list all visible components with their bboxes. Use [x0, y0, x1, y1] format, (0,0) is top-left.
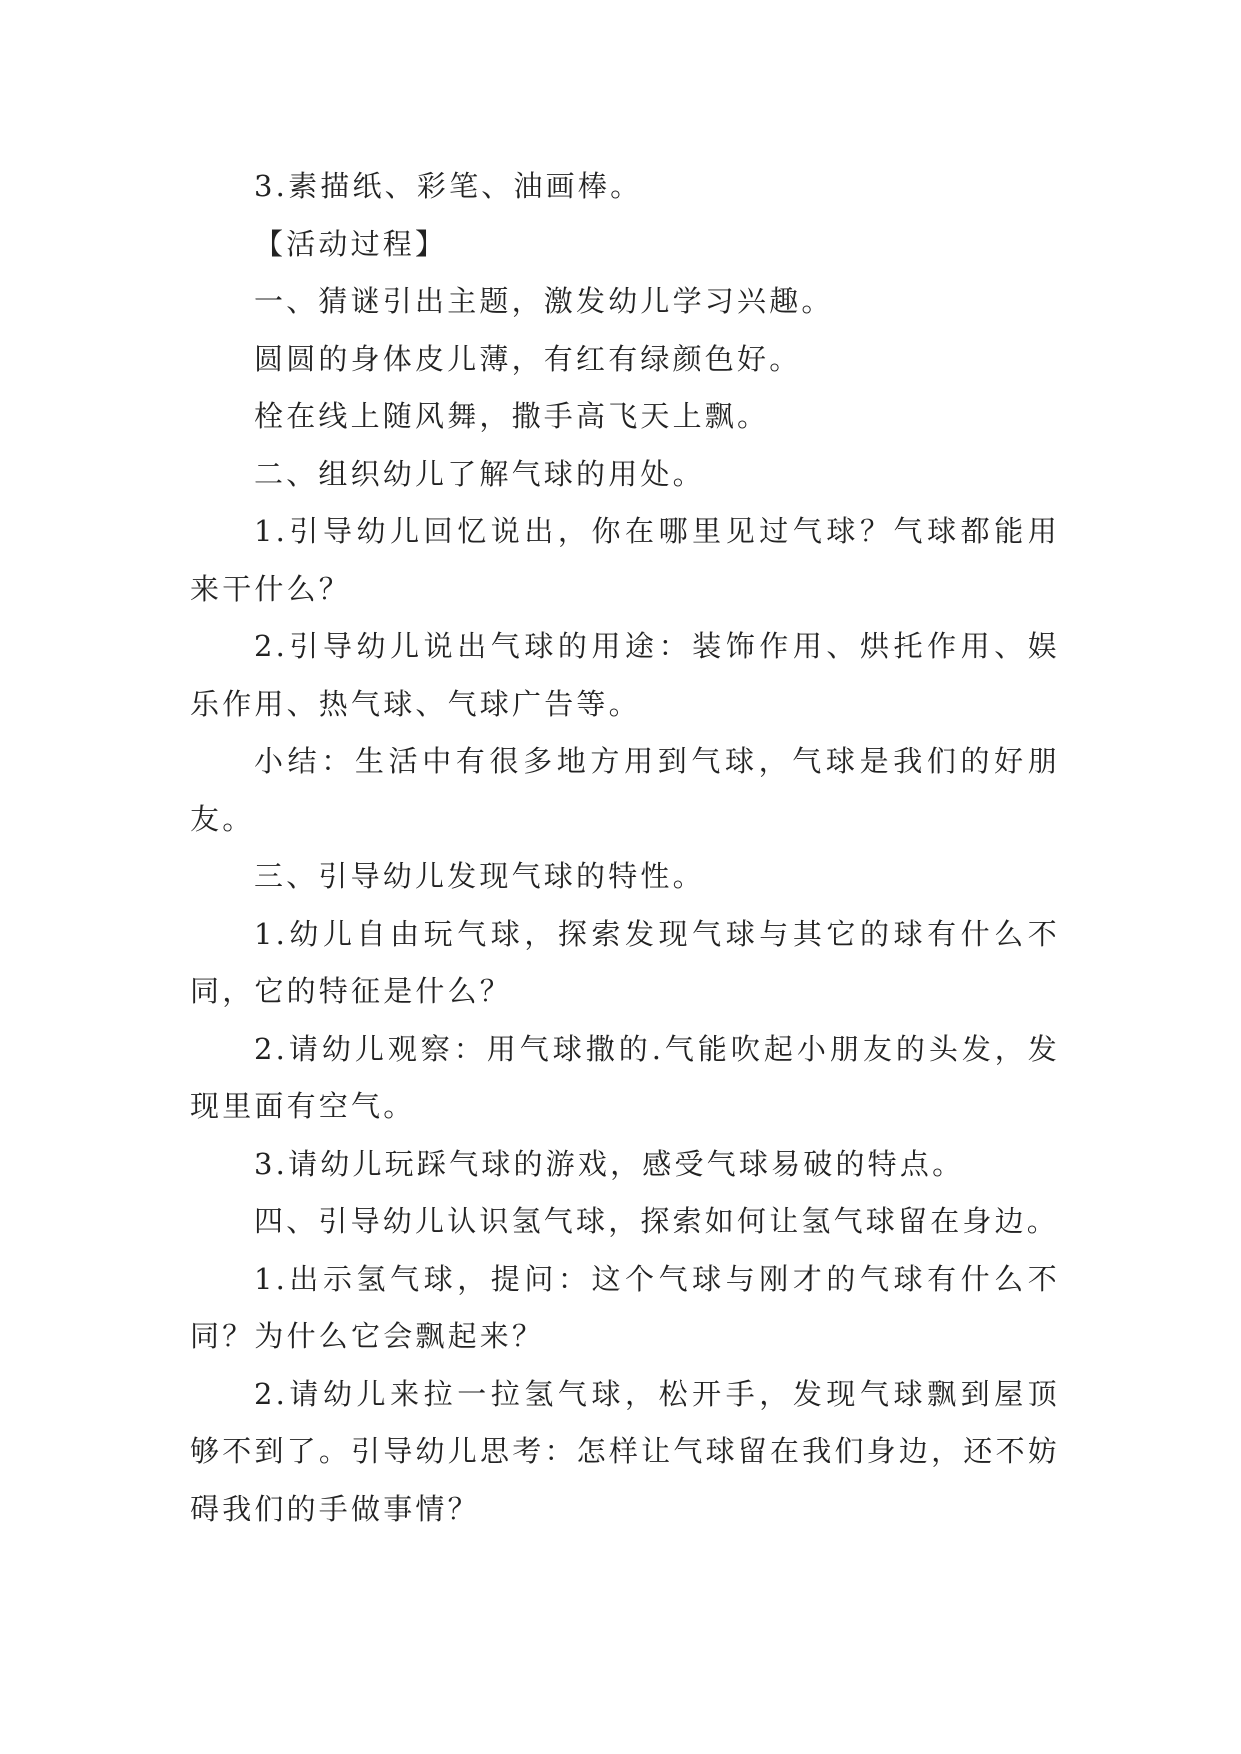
paragraph: 2.请幼儿观察：用气球撒的.气能吹起小朋友的头发，发现里面有空气。	[190, 1031, 1060, 1123]
paragraph: 3.请幼儿玩踩气球的游戏，感受气球易破的特点。	[254, 1146, 965, 1181]
step-heading-1: 一、猜谜引出主题，激发幼儿学习兴趣。	[254, 284, 834, 318]
paragraph: 1.出示氢气球，提问：这个气球与刚才的气球有什么不同？为什么它会飘起来？	[190, 1261, 1060, 1353]
riddle-line-2: 栓在线上随风舞，撒手高飞天上飘。	[254, 399, 770, 433]
step-heading-3: 三、引导幼儿发现气球的特性。	[254, 859, 705, 893]
paragraph: 2.引导幼儿说出气球的用途：装饰作用、烘托作用、娱乐作用、热气球、气球广告等。	[190, 629, 1060, 721]
riddle-line-1: 圆圆的身体皮儿薄，有红有绿颜色好。	[254, 341, 802, 376]
paragraph-materials: 3.素描纸、彩笔、油画棒。	[254, 169, 643, 203]
section-heading-activity-process: 【活动过程】	[254, 226, 448, 261]
paragraph: 2.请幼儿来拉一拉氢气球，松开手，发现气球飘到屋顶够不到了。引导幼儿思考：怎样让气球留在我们身边，还不妨碍我们的手做事情？	[190, 1376, 1060, 1526]
step-heading-2: 二、组织幼儿了解气球的用处。	[254, 456, 705, 491]
paragraph: 1.幼儿自由玩气球，探索发现气球与其它的球有什么不同，它的特征是什么？	[190, 916, 1060, 1008]
paragraph: 1.引导幼儿回忆说出，你在哪里见过气球？气球都能用来干什么？	[190, 514, 1060, 606]
summary-paragraph: 小结：生活中有很多地方用到气球，气球是我们的好朋友。	[190, 744, 1060, 836]
document-body	[190, 158, 1060, 1538]
step-heading-4: 四、引导幼儿认识氢气球，探索如何让氢气球留在身边。	[254, 1204, 1060, 1238]
